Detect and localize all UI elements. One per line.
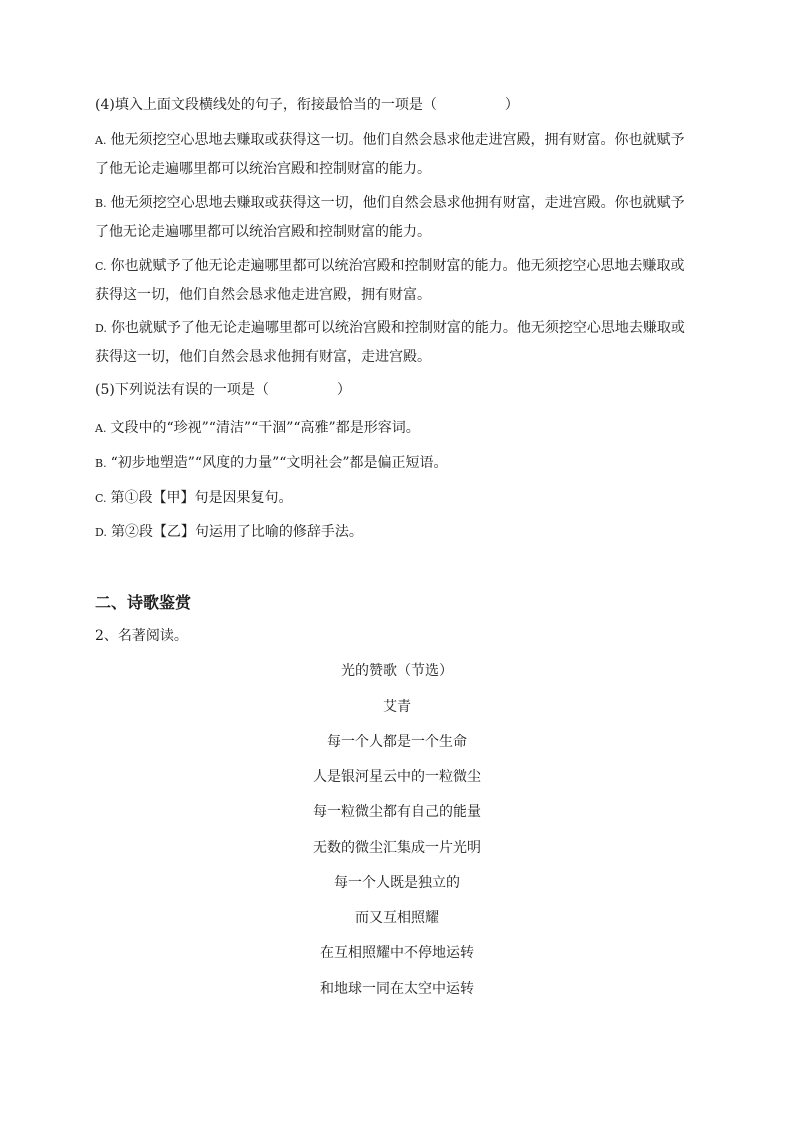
- q4-option-c-letter: C.: [95, 260, 107, 273]
- q4-stem: (4)填入上面文段横线处的句子，衔接最恰当的一项是（: [95, 97, 437, 113]
- q4-option-d-line2: 获得这一切，他们自然会恳求他拥有财富，走进宫殿。: [95, 349, 431, 365]
- poem-author: 艾青: [383, 699, 411, 715]
- q4-option-a-line1: [95, 130, 705, 151]
- poem-line: 而又互相照耀: [355, 910, 439, 926]
- q5-option-d-letter: D.: [95, 526, 107, 539]
- q5-option-b-text: “初步地塑造”“风度的力量”“文明社会”都是偏正短语。: [110, 455, 448, 471]
- q4-option-d-letter: D.: [95, 322, 107, 335]
- q5-option-a-letter: A.: [95, 422, 107, 435]
- poem-line: 和地球一同在太空中运转: [320, 981, 474, 997]
- q5-stem-line: [95, 380, 705, 400]
- q5-option-c-text: 第①段【甲】句是因果复句。: [110, 490, 293, 506]
- poem-line: 每一粒微尘都有自己的能量: [313, 804, 481, 820]
- poem-title: 光的赞歌（节选）: [341, 663, 453, 679]
- question-2: 2、名著阅读。: [95, 628, 188, 644]
- poem-line: 每一个人都是一个生命: [327, 734, 467, 750]
- q5-option-a: [95, 418, 705, 439]
- q4-option-b-line2: 了他无论走遍哪里都可以统治宫殿和控制财富的能力。: [95, 224, 431, 240]
- q5-option-d-text: 第②段【乙】句运用了比喻的修辞手法。: [110, 524, 363, 540]
- q5-option-c-letter: C.: [95, 492, 107, 505]
- section-heading: 二、诗歌鉴赏: [95, 593, 192, 612]
- q4-option-c-line1: [95, 256, 705, 277]
- q4-stem-line: [95, 95, 705, 115]
- q4-option-b-letter: B.: [95, 197, 107, 210]
- q5-stem-close: ）: [336, 382, 351, 398]
- q5-option-b: [95, 453, 705, 474]
- q4-option-c-text: 你也就赋予了他无论走遍哪里都可以统治宫殿和控制财富的能力。他无须挖空心思地去赚取或: [110, 258, 685, 274]
- q4-stem-close: ）: [504, 97, 519, 113]
- q5-option-c: [95, 488, 705, 509]
- poem-line: 无数的微尘汇集成一片光明: [313, 840, 481, 856]
- q4-option-a-line2: 了他无论走遍哪里都可以统治宫殿和控制财富的能力。: [95, 161, 431, 177]
- q5-option-a-text: 文段中的“珍视”“清洁”“干涸”“高雅”都是形容词。: [110, 420, 420, 436]
- q5-option-b-letter: B.: [95, 457, 107, 470]
- q4-option-d-text: 你也就赋予了他无论走遍哪里都可以统治宫殿和控制财富的能力。他无须挖空心思地去赚取或: [110, 320, 685, 336]
- q4-option-d-line1: [95, 318, 705, 339]
- q4-option-b-line1: [95, 193, 705, 214]
- q5-stem: (5)下列说法有误的一项是（: [95, 382, 269, 398]
- poem-line: 在互相照耀中不停地运转: [320, 945, 474, 961]
- q4-option-b-text: 他无须挖空心思地去赚取或获得这一切，他们自然会恳求他拥有财富，走进宫殿。你也就赋予: [110, 195, 685, 211]
- poem-line: 每一个人既是独立的: [334, 875, 460, 891]
- q4-option-a-text: 他无须挖空心思地去赚取或获得这一切。他们自然会恳求他走进宫殿，拥有财富。你也就赋予: [110, 132, 685, 148]
- q5-option-d: [95, 522, 705, 543]
- q4-option-a-letter: A.: [95, 134, 107, 147]
- poem-line: 人是银河星云中的一粒微尘: [313, 769, 481, 785]
- q4-option-c-line2: 获得这一切，他们自然会恳求他走进宫殿，拥有财富。: [95, 287, 431, 303]
